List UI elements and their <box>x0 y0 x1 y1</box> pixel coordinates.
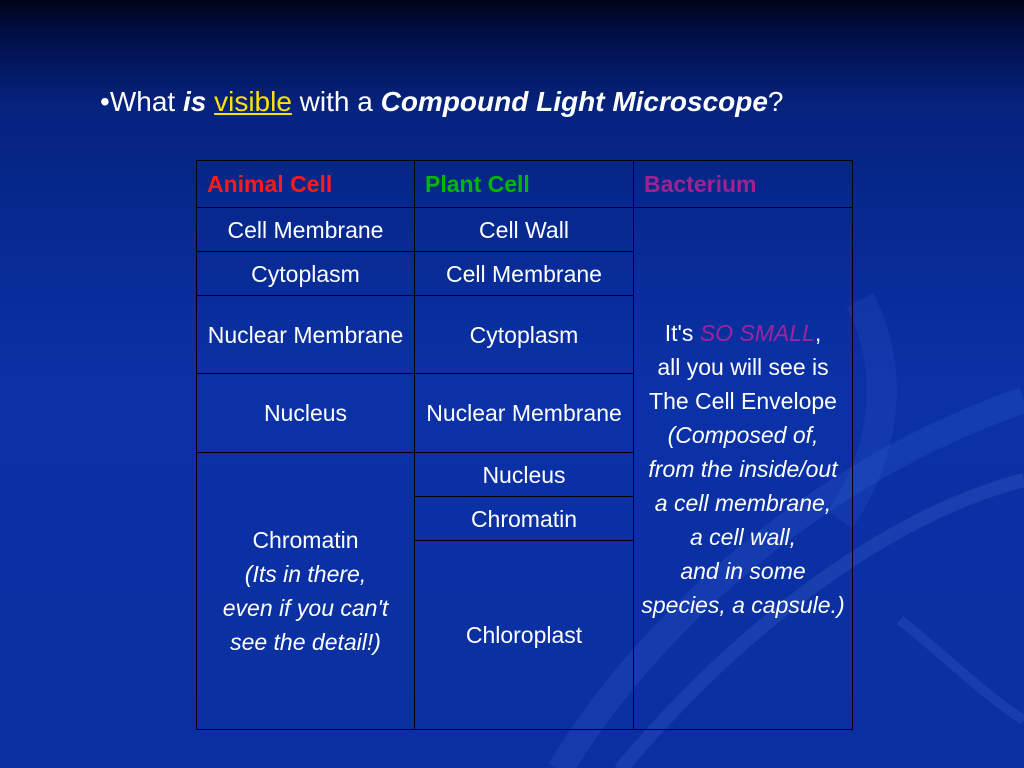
bacterium-note-5: and in some species, a capsule.) <box>641 557 845 618</box>
title-microscope: Compound Light Microscope <box>380 86 768 117</box>
title-bullet: • <box>100 86 110 117</box>
bacterium-line-2: all you will see is <box>657 353 829 380</box>
animal-nuclear-membrane: Nuclear Membrane <box>197 296 415 374</box>
bacterium-note-4: a cell wall, <box>689 523 797 550</box>
plant-cell-membrane: Cell Membrane <box>415 252 634 296</box>
bacterium-note-3: a cell membrane, <box>654 489 832 516</box>
bacterium-so-small: SO SMALL <box>699 319 815 346</box>
header-bacterium: Bacterium <box>634 161 853 208</box>
plant-chromatin: Chromatin <box>415 497 634 541</box>
plant-nuclear-membrane: Nuclear Membrane <box>415 374 634 453</box>
title-visible: visible <box>214 86 292 117</box>
bacterium-comma: , <box>814 319 822 346</box>
bacterium-its: It's <box>664 319 700 346</box>
title-question-mark: ? <box>767 86 784 117</box>
animal-chromatin-label: Chromatin <box>252 527 359 553</box>
title-space <box>206 86 214 117</box>
bacterium-note-2: from the inside/out <box>648 455 838 482</box>
animal-chromatin-note-3: see the detail!) <box>230 629 381 655</box>
slide-title <box>100 82 980 122</box>
animal-chromatin-note-2: even if you can't <box>222 595 389 621</box>
cell-comparison-table <box>196 160 853 730</box>
bacterium-description <box>634 208 853 730</box>
bacterium-note-1: (Composed of, <box>667 421 819 448</box>
animal-chromatin <box>197 453 415 730</box>
header-plant-cell: Plant Cell <box>415 161 634 208</box>
animal-nucleus: Nucleus <box>197 374 415 453</box>
animal-cytoplasm: Cytoplasm <box>197 252 415 296</box>
bacterium-line-3: The Cell Envelope <box>649 387 837 414</box>
animal-cell-membrane: Cell Membrane <box>197 208 415 252</box>
plant-chloroplast: Chloroplast <box>415 541 634 730</box>
plant-cytoplasm: Cytoplasm <box>415 296 634 374</box>
animal-chromatin-note-1: (Its in there, <box>244 561 367 587</box>
title-with-a: with a <box>291 86 381 117</box>
title-is: is <box>182 86 207 117</box>
title-what: What <box>109 86 183 117</box>
table-header-row <box>197 161 853 208</box>
plant-nucleus: Nucleus <box>415 453 634 497</box>
table-row <box>197 208 853 252</box>
plant-cell-wall: Cell Wall <box>415 208 634 252</box>
header-animal-cell: Animal Cell <box>197 161 415 208</box>
